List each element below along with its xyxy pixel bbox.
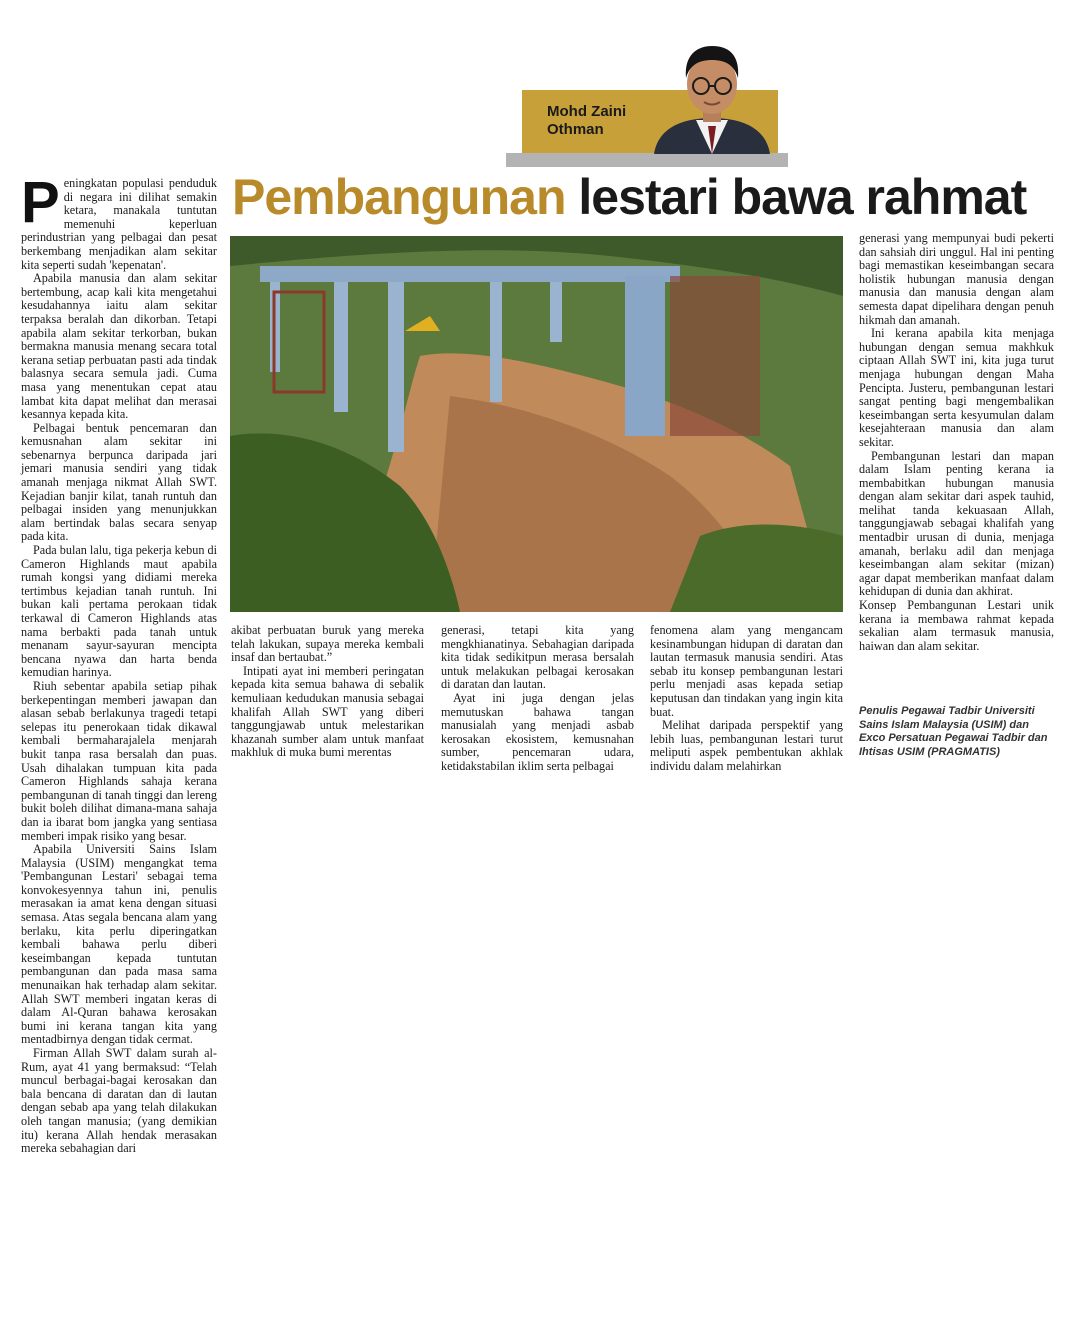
author-name: Mohd Zaini Othman <box>547 103 627 138</box>
paragraph: Apabila Universiti Sains Islam Malaysia (USIM) mengangkat tema 'Pembangunan Lestari' sebagai tema konvokesyennya tahun ini, penulis merasakan ia amat kena dengan situasi semasa. Atas segala bencana alam yang berlaku, kita perlu diperingatkan kembali bahawa perlu diberi keseimbangan kepada tuntutan pembangunan dan pada masa sama menunaikan hak terhadap alam sekitar. Allah SWT memberi ingatan keras di dalam Al-Quran bahawa kerosakan bumi ini kerana tangan kita yang mentadbirnya dengan tidak cermat. <box>21 842 217 1047</box>
paragraph: fenomena alam yang mengancam kesinambungan hidupan di daratan dan lautan termasuk manusia sendiri. Atas sebab itu konsep pembangunan lestari perlu menjadi asas kepada setiap keputusan dan tindakan yang ingin kita buat. <box>650 623 843 719</box>
article-column-4 <box>650 624 843 774</box>
article-column-5 <box>859 232 1054 653</box>
paragraph: Ayat ini juga dengan jelas memutuskan bahawa tangan manusialah yang menjadi asbab kerosakan ekosistem, kemusnahan sumber, pencemaran udara, ketidakstabilan iklim serta pelbagai <box>441 690 634 773</box>
headline-main: lestari bawa rahmat <box>578 169 1027 225</box>
article-column-2 <box>231 624 424 760</box>
paragraph: Firman Allah SWT dalam surah al-Rum, ayat 41 yang bermaksud: “Telah muncul berbagai-bagai kerosakan dan bala bencana di daratan dan di lautan dengan sebab apa yang telah dilakukan oleh tangan manusia; (yang demikian itu) kerana Allah hendak merasakan mereka sebahagian dari <box>21 1046 217 1156</box>
paragraph: generasi yang mempunyai budi pekerti dan sahsiah diri unggul. Hal ini penting bagi memastikan keseimbangan secara holistik hubungan manusia dengan manusia dan manusia dengan alam semesta dapat dipelihara dengan penuh hikmah dan amanah. <box>859 231 1054 327</box>
paragraph: Konsep Pembangunan Lestari unik kerana ia membawa rahmat kepada sekalian alam termasuk manusia, haiwan dan alam sekitar. <box>859 598 1054 653</box>
headline-accent: Pembangunan <box>232 169 566 225</box>
lead-paragraph: Peningkatan populasi penduduk di negara ini dilihat semakin ketara, manakala tuntutan memenuhi keperluan perindustrian yang pelbagai dan pesat berkembang menjadikan alam sekitar kita seperti sudah 'kepenatan'. <box>21 170 217 272</box>
paragraph: Ini kerana apabila kita menjaga hubungan dengan semua makhkuk ciptaan Allah SWT ini, kita juga turut menjaga hubungan dengan Maha Pencipta. Justeru, pembangunan lestari sangat penting bagi mengembalikan keseimbangan serta kesyumulan dalam kesejahteraan manusia dan alam sekitar. <box>859 326 1054 449</box>
headline <box>232 166 1052 228</box>
paragraph: Pada bulan lalu, tiga pekerja kebun di Cameron Highlands maut apabila rumah kongsi yang didiami mereka tertimbus kejadian tanah runtuh. Ini bukan kali pertama perokaan tidak terkawal di Cameron Highlands atas nama berbakti pada tanah untuk menanam sayur-sayuran mencipta bencana nyawa dan harta benda kemudian harinya. <box>21 543 217 680</box>
paragraph: Riuh sebentar apabila setiap pihak berkepentingan memberi jawapan dan alasan sebab berlakunya tragedi tetapi selepas itu penerokaan tidak dikawal kembali bermaharajalela menjarah bukit tanpa rasa bersalah dan puas. Usah dihalakan tumpuan kita pada Cameron Highlands sahaja kerana pembangunan di tanah tinggi dan lereng bukit boleh dilihat dimana-mana sahaja dan ia ibarat bom jangka yang sentiasa memberi impak risiko yang besar. <box>21 678 217 843</box>
paragraph: Pembangunan lestari dan mapan dalam Islam penting kerana ia membabitkan hubungan manusia dengan alam sekitar dari aspek tauhid, melihat tanda kekuasaan Allah, tanggungjawab sebagai khalifah yang mentadbir urusan di dunia, menjaga amanah, berlaku adil dan menjaga keseimbangan alam sekitar (mizan) agar dapat memberikan manfaat dalam kehidupan di dunia dan akhirat. <box>859 448 1054 599</box>
paragraph: Apabila manusia dan alam sekitar bertembung, acap kali kita mengetahui kesudahannya iaitu alam sekitar terpaksa beralah dan dikorban. Tetapi apabila alam sekitar terkorban, bukan bermakna manusia menang secara total kerana setiap perbuatan pasti ada tindak balasnya secara semula jadi. Cuma masa yang menentukan cepat atau lambat kita dapat melihat dan merasai kesannya kepada kita. <box>21 271 217 422</box>
paragraph: akibat perbuatan buruk yang mereka telah lakukan, supaya mereka kembali insaf dan bertaubat.” <box>231 623 424 665</box>
paragraph: Pelbagai bentuk pencemaran dan kemusnahan alam sekitar ini sebenarnya berpunca daripada jari jemari manusia sendiri yang tidak amanah menjaga nikmat Allah SWT. Kejadian banjir kilat, tanah runtuh dan pelbagai insiden yang menunjukkan alam bertindak balas secara senyap pada kita. <box>21 420 217 544</box>
paragraph: generasi, tetapi kita yang mengkhianatinya. Sebahagian daripada kita tidak sedikitpun merasa bersalah untuk melakukan pelbagai kerosakan di daratan dan lautan. <box>441 623 634 692</box>
byline-underbar <box>506 153 788 167</box>
article-column-3 <box>441 624 634 774</box>
landslide-construction-photo-icon <box>230 236 843 612</box>
paragraph: Intipati ayat ini memberi peringatan kepada kita semua bahawa di sebalik kemuliaan kedudukan manusia sebagai khalifah Allah SWT yang diberi tanggungjawab untuk melestarikan khazanah sumber alam untuk manfaat makhluk di muka bumi merentas <box>231 663 424 760</box>
article-column-1 <box>21 170 217 1156</box>
author-credit: Penulis Pegawai Tadbir Universiti Sains Islam Malaysia (USIM) dan Exco Persatuan Pegawai Tadbir dan Ihtisas USIM (PRAGMATIS) <box>859 705 1048 758</box>
author-portrait-icon <box>648 42 776 154</box>
drop-cap: P <box>21 170 60 235</box>
paragraph: Melihat daripada perspektif yang lebih luas, pembangunan lestari turut meliputi aspek pembentukan akhlak individu dalam melahirkan <box>650 718 843 773</box>
